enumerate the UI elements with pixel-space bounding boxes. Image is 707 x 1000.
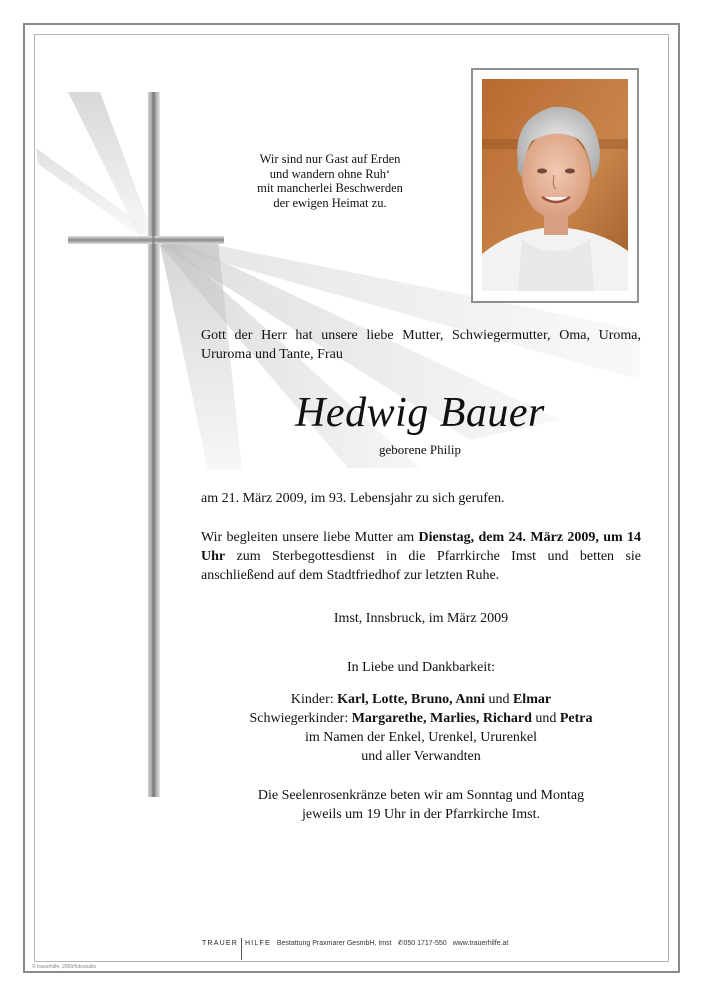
poem-line: und wandern ohne Ruh‘ bbox=[269, 166, 391, 181]
place-date: Imst, Innsbruck, im März 2009 bbox=[333, 611, 509, 626]
logo-divider bbox=[241, 938, 242, 960]
deceased-name: Hedwig Bauer bbox=[295, 390, 545, 436]
children-and: und bbox=[484, 692, 513, 707]
in-laws-names: Margarethe, Marlies, Richard bbox=[351, 711, 532, 726]
grandchildren-line: im Namen der Enkel, Urenkel, Ururenkel bbox=[304, 730, 538, 745]
company-name: Bestattung Praxmarer GesmbH, Imst bbox=[276, 939, 392, 947]
children-names: Karl, Lotte, Bruno, Anni bbox=[337, 692, 485, 707]
poem-line: Wir sind nur Gast auf Erden bbox=[259, 152, 401, 166]
poem-line: der ewigen Heimat zu. bbox=[273, 195, 387, 210]
funeral-text bbox=[201, 528, 641, 585]
in-laws-and: und bbox=[531, 711, 560, 726]
in-laws-label: Schwiegerkinder: bbox=[249, 711, 352, 726]
rosary-text bbox=[201, 786, 641, 824]
in-laws-line bbox=[201, 709, 641, 728]
funeral-text-part: zum Sterbegottesdienst in die Pfarrkirche Imst und betten sie anschließend auf dem Stadtfriedhof zur letzten Ruhe. bbox=[201, 549, 641, 583]
copyright: © trauerhilfe, 2009/fotostudio bbox=[32, 964, 97, 970]
intro-text: Gott der Herr hat unsere liebe Mutter, Schwiegermutter, Oma, Uroma, Ururoma und Tante, Frau bbox=[201, 328, 641, 362]
phone-icon: ✆ bbox=[397, 940, 404, 947]
poem-line: mit mancherlei Beschwerden bbox=[257, 181, 403, 195]
children-line bbox=[201, 690, 641, 709]
logo-left: TRAUER bbox=[202, 939, 238, 947]
death-date-text: am 21. März 2009, im 93. Lebensjahr zu sich gerufen. bbox=[201, 491, 505, 506]
funeral-date: Dienstag, dem 24. März 2009, um 14 Uhr bbox=[201, 530, 641, 564]
mourners-list bbox=[201, 690, 641, 766]
portrait-photo bbox=[482, 79, 628, 291]
relatives-line: und aller Verwandten bbox=[361, 749, 481, 764]
rosary-line: jeweils um 19 Uhr in der Pfarrkirche Imst. bbox=[302, 807, 540, 822]
in-laws-last: Petra bbox=[559, 711, 593, 726]
footer bbox=[202, 932, 508, 954]
website-link[interactable]: www.trauerhilfe.at bbox=[452, 939, 509, 947]
phone-number: 050 1717-550 bbox=[403, 939, 447, 947]
children-label: Kinder: bbox=[290, 692, 338, 707]
birth-name: geborene Philip bbox=[379, 442, 461, 457]
logo-right: HILFE bbox=[244, 939, 271, 947]
gratitude-line: In Liebe und Dankbarkeit: bbox=[346, 660, 496, 675]
children-last: Elmar bbox=[512, 692, 552, 707]
rosary-line: Die Seelenrosenkränze beten wir am Sonntag und Montag bbox=[257, 788, 585, 803]
poem bbox=[220, 152, 440, 210]
funeral-text-part: Wir begleiten unsere liebe Mutter am bbox=[201, 530, 419, 545]
